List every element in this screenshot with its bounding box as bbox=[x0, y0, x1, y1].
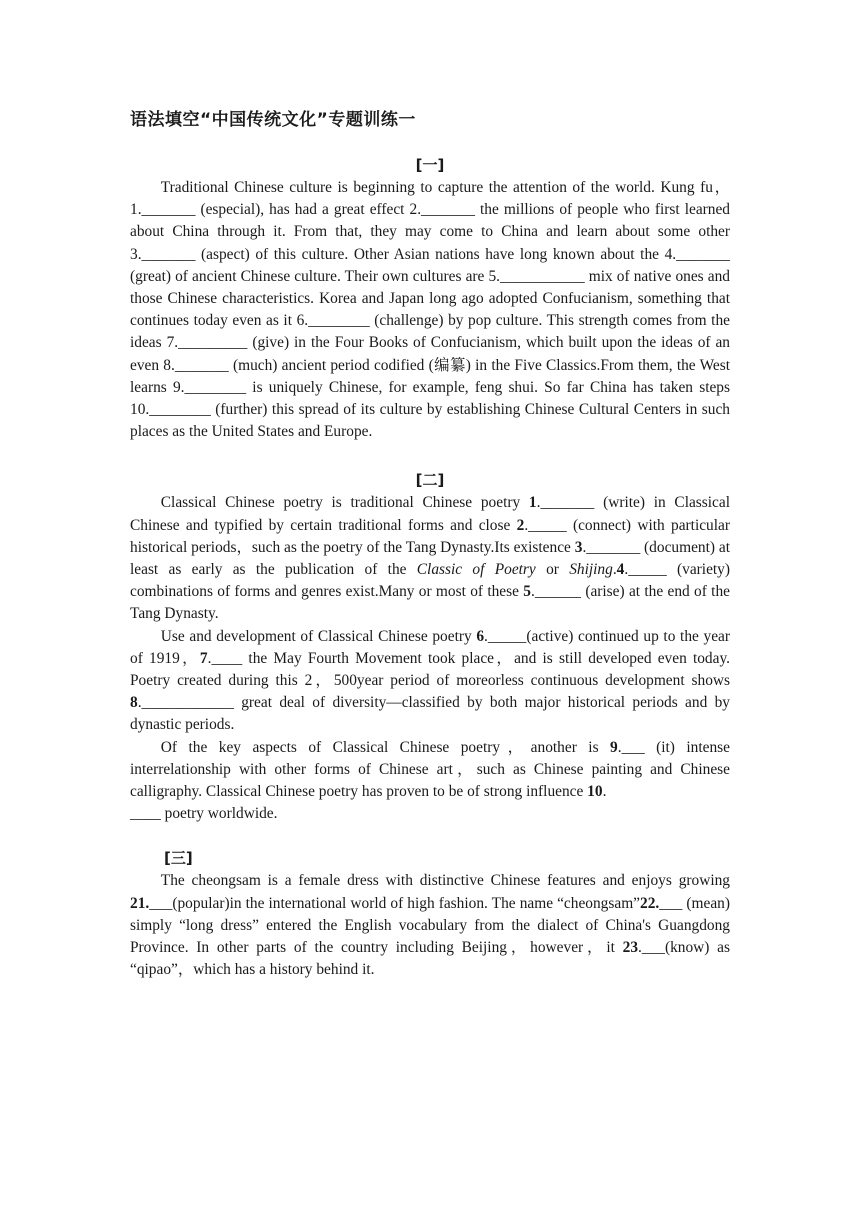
text-run: . bbox=[602, 783, 607, 801]
text-run: .____________ great deal of diversity—classified by both major historical periods and by dynastic periods. bbox=[130, 694, 730, 734]
blank-number: 4 bbox=[616, 561, 625, 579]
blank-number: 2 bbox=[516, 516, 525, 534]
blank-number: 3 bbox=[574, 538, 583, 556]
section-2-paragraph-2 bbox=[130, 626, 730, 737]
section-2-paragraph-4: ____ poetry worldwide. bbox=[130, 805, 278, 823]
section-1-paragraph: Traditional Chinese culture is beginning to capture the attention of the world. Kung fu，1._______ (especial), has had a great effect 2._______ the millions of people who first learned about China through it. From that, they may come to China and learn about some other 3._______ (aspect) of this culture. Other Asian nations have long known about the 4._______ (great) of ancient Chinese culture. Their own cultures are 5.___________ mix of native ones and those Chinese characteristics. Korea and Japan long ago adopted Confucianism, something that continues today even as it 6.________ (challenge) by pop culture. This strength comes from the ideas 7._________ (give) in the Four Books of Confucianism, which built upon the ideas of an even 8._______ (much) ancient period codified (编纂) in the Five Classics.From them, the West learns 9.________ is uniquely Chinese, for example, feng shui. So far China has taken steps 10.________ (further) this spread of its culture by establishing Chinese Cultural Centers in such places as the United States and Europe. bbox=[130, 179, 730, 441]
text-run: .___(know) as “qipao”，which has a history behind it. bbox=[130, 939, 730, 979]
section-3-paragraph-1 bbox=[130, 870, 730, 981]
section-2-paragraph-1 bbox=[130, 492, 730, 625]
text-run: Of the key aspects of Classical Chinese poetry，another is bbox=[160, 738, 611, 756]
blank-number: 23 bbox=[622, 939, 639, 957]
text-run: Use and development of Classical Chinese poetry bbox=[160, 627, 477, 645]
text-run: ._____ (variety) combinations of forms and genres exist.Many or most of these bbox=[130, 561, 730, 601]
blank-number: 22. bbox=[640, 894, 660, 912]
text-run: ___ (mean) simply “long dress” entered the English vocabulary from the dialect of China's Guangdong Province. In other parts of the country including Beijing，however，it bbox=[130, 894, 730, 957]
text-run: .______ (arise) at the end of the Tang Dynasty. bbox=[130, 583, 730, 623]
section-1-heading: [一] bbox=[415, 156, 445, 174]
document-title: 语法填空“中国传统文化”专题训练一 bbox=[130, 110, 416, 130]
text-run: .____ the May Fourth Movement took place，and is still developed even today. Poetry created during this 2，500year period of moreorless continuous development shows bbox=[130, 649, 730, 690]
worksheet-page bbox=[130, 105, 730, 982]
text-run: ._____ (connect) with particular historical periods，such as the poetry of the Tang Dynasty.Its existence bbox=[130, 516, 730, 556]
text-run: or bbox=[535, 561, 570, 579]
text-run: . bbox=[612, 561, 617, 579]
blank-number: 6 bbox=[476, 627, 485, 645]
blank-number: 21. bbox=[130, 894, 150, 912]
italic-title: Shijing bbox=[569, 561, 613, 579]
blank-number: 1 bbox=[528, 494, 537, 512]
text-run: .___ (it) intense interrelationship with other forms of Chinese art，such as Chinese painting and Chinese calligraphy. Classical Chinese poetry has proven to be of strong influence bbox=[130, 738, 730, 801]
blank-number: 5 bbox=[523, 583, 531, 601]
text-run: ___(popular)in the international world of high fashion. The name “cheongsam” bbox=[149, 894, 640, 912]
text-run: ._____(active) continued up to the year of 1919， bbox=[130, 627, 730, 667]
text-run: The cheongsam is a female dress with distinctive Chinese features and enjoys growing bbox=[160, 872, 730, 890]
text-run: ._______ (document) at least as early as the publication of the bbox=[130, 538, 730, 579]
text-run: Classical Chinese poetry is traditional Chinese poetry bbox=[160, 494, 529, 512]
italic-title: Classic of Poetry bbox=[416, 561, 536, 579]
text-run: ._______ (write) in Classical Chinese and typified by certain traditional forms and close bbox=[130, 494, 730, 534]
blank-number: 7 bbox=[199, 649, 208, 667]
section-3-heading: [三] bbox=[164, 849, 193, 868]
section-2-heading: [二] bbox=[415, 471, 445, 490]
blank-number: 9 bbox=[610, 738, 618, 756]
blank-number: 8 bbox=[130, 694, 138, 712]
section-2-paragraph-3 bbox=[130, 737, 730, 804]
blank-number: 10 bbox=[587, 783, 603, 801]
